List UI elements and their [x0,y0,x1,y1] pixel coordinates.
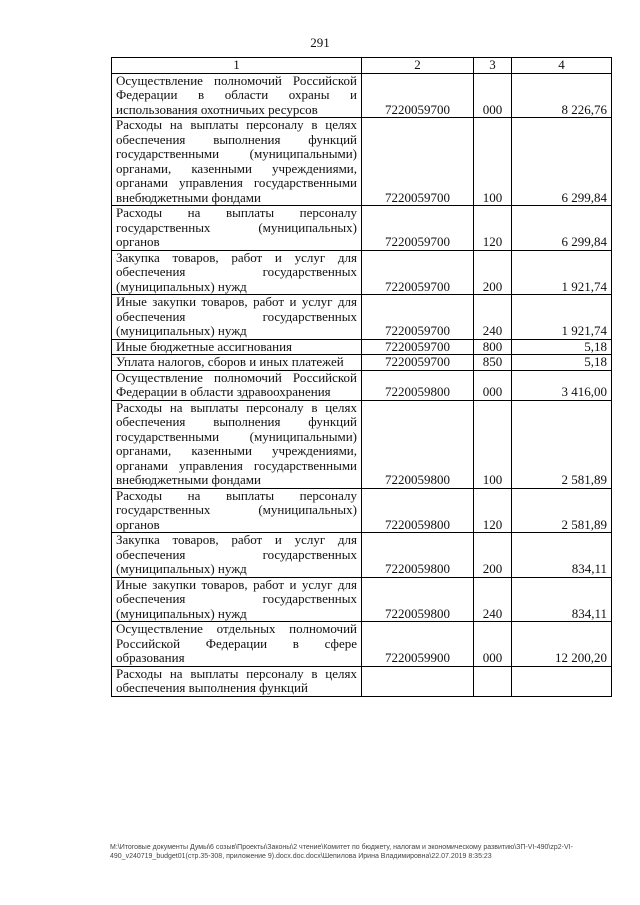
row-amount-cell: 5,18 [512,339,612,355]
row-name-cell: Иные бюджетные ассигнования [112,339,362,355]
row-code-cell: 7220059700 [362,355,474,371]
row-expense-type-cell: 100 [474,400,512,488]
row-amount-cell: 2 581,89 [512,488,612,533]
table-row [112,577,612,622]
table-row [112,295,612,340]
row-amount-cell: 834,11 [512,533,612,578]
table-row [112,118,612,206]
table-row [112,622,612,667]
table-row [112,400,612,488]
row-expense-type-cell: 200 [474,533,512,578]
table-row [112,533,612,578]
column-header: 4 [512,58,612,74]
table-row [112,206,612,251]
row-expense-type-cell: 120 [474,488,512,533]
row-amount-cell [512,666,612,696]
table-row [112,488,612,533]
column-header: 2 [362,58,474,74]
row-expense-type-cell: 000 [474,622,512,667]
row-amount-cell: 6 299,84 [512,206,612,251]
table-row [112,355,612,371]
row-name-cell: Расходы на выплаты персоналу в целях обеспечения выполнения функций [112,666,362,696]
row-amount-cell: 6 299,84 [512,118,612,206]
row-code-cell: 7220059800 [362,533,474,578]
row-amount-cell: 5,18 [512,355,612,371]
row-amount-cell: 2 581,89 [512,400,612,488]
row-code-cell: 7220059800 [362,577,474,622]
page-number: 291 [310,35,330,50]
row-expense-type-cell: 120 [474,206,512,251]
row-code-cell [362,666,474,696]
row-expense-type-cell: 000 [474,73,512,118]
row-name-cell: Расходы на выплаты персоналу в целях обеспечения выполнения функций государственными (муниципальными) органами, казенными учреждениями, органами управления государственными внебюджетными фондами [112,400,362,488]
row-expense-type-cell [474,666,512,696]
row-amount-cell: 12 200,20 [512,622,612,667]
row-name-cell: Закупка товаров, работ и услуг для обеспечения государственных (муниципальных) нужд [112,533,362,578]
row-code-cell: 7220059700 [362,295,474,340]
document-footer-path: M:\Итоговые документы Думы\6 созыв\Проекты\Законы\2 чтение\Комитет по бюджету, налогам и экономическому развитию\ЗП-VI-490\zp2-VI-490_v240719_budget01(стр.35-308, приложение 9).docx.doc.docx\Шепилова Ирина Владимировна\22.07.2019 8:35:23 [110,844,573,860]
row-expense-type-cell: 100 [474,118,512,206]
row-name-cell: Расходы на выплаты персоналу государственных (муниципальных) органов [112,206,362,251]
row-name-cell: Расходы на выплаты персоналу в целях обеспечения выполнения функций государственными (муниципальными) органами, казенными учреждениями, органами управления государственными внебюджетными фондами [112,118,362,206]
row-expense-type-cell: 240 [474,577,512,622]
row-expense-type-cell: 000 [474,370,512,400]
row-name-cell: Осуществление полномочий Российской Федерации в области здравоохранения [112,370,362,400]
row-expense-type-cell: 200 [474,250,512,295]
row-code-cell: 7220059700 [362,250,474,295]
row-name-cell: Расходы на выплаты персоналу государственных (муниципальных) органов [112,488,362,533]
table-row [112,250,612,295]
row-code-cell: 7220059700 [362,206,474,251]
budget-table [111,57,612,697]
row-code-cell: 7220059800 [362,400,474,488]
table-row [112,666,612,696]
row-code-cell: 7220059800 [362,370,474,400]
row-amount-cell: 834,11 [512,577,612,622]
row-name-cell: Иные закупки товаров, работ и услуг для обеспечения государственных (муниципальных) нужд [112,295,362,340]
row-code-cell: 7220059700 [362,339,474,355]
row-amount-cell: 1 921,74 [512,250,612,295]
row-name-cell: Осуществление полномочий Российской Федерации в области охраны и использования охотничьих ресурсов [112,73,362,118]
column-header: 1 [112,58,362,74]
row-amount-cell: 1 921,74 [512,295,612,340]
row-expense-type-cell: 240 [474,295,512,340]
table-row [112,370,612,400]
row-expense-type-cell: 850 [474,355,512,371]
row-name-cell: Закупка товаров, работ и услуг для обеспечения государственных (муниципальных) нужд [112,250,362,295]
row-name-cell: Иные закупки товаров, работ и услуг для обеспечения государственных (муниципальных) нужд [112,577,362,622]
table-header-row [112,58,612,74]
row-name-cell: Осуществление отдельных полномочий Российской Федерации в сфере образования [112,622,362,667]
table-row [112,339,612,355]
row-code-cell: 7220059800 [362,488,474,533]
row-code-cell: 7220059900 [362,622,474,667]
table-row [112,73,612,118]
column-header: 3 [474,58,512,74]
row-amount-cell: 8 226,76 [512,73,612,118]
row-name-cell: Уплата налогов, сборов и иных платежей [112,355,362,371]
row-amount-cell: 3 416,00 [512,370,612,400]
row-code-cell: 7220059700 [362,118,474,206]
row-code-cell: 7220059700 [362,73,474,118]
row-expense-type-cell: 800 [474,339,512,355]
